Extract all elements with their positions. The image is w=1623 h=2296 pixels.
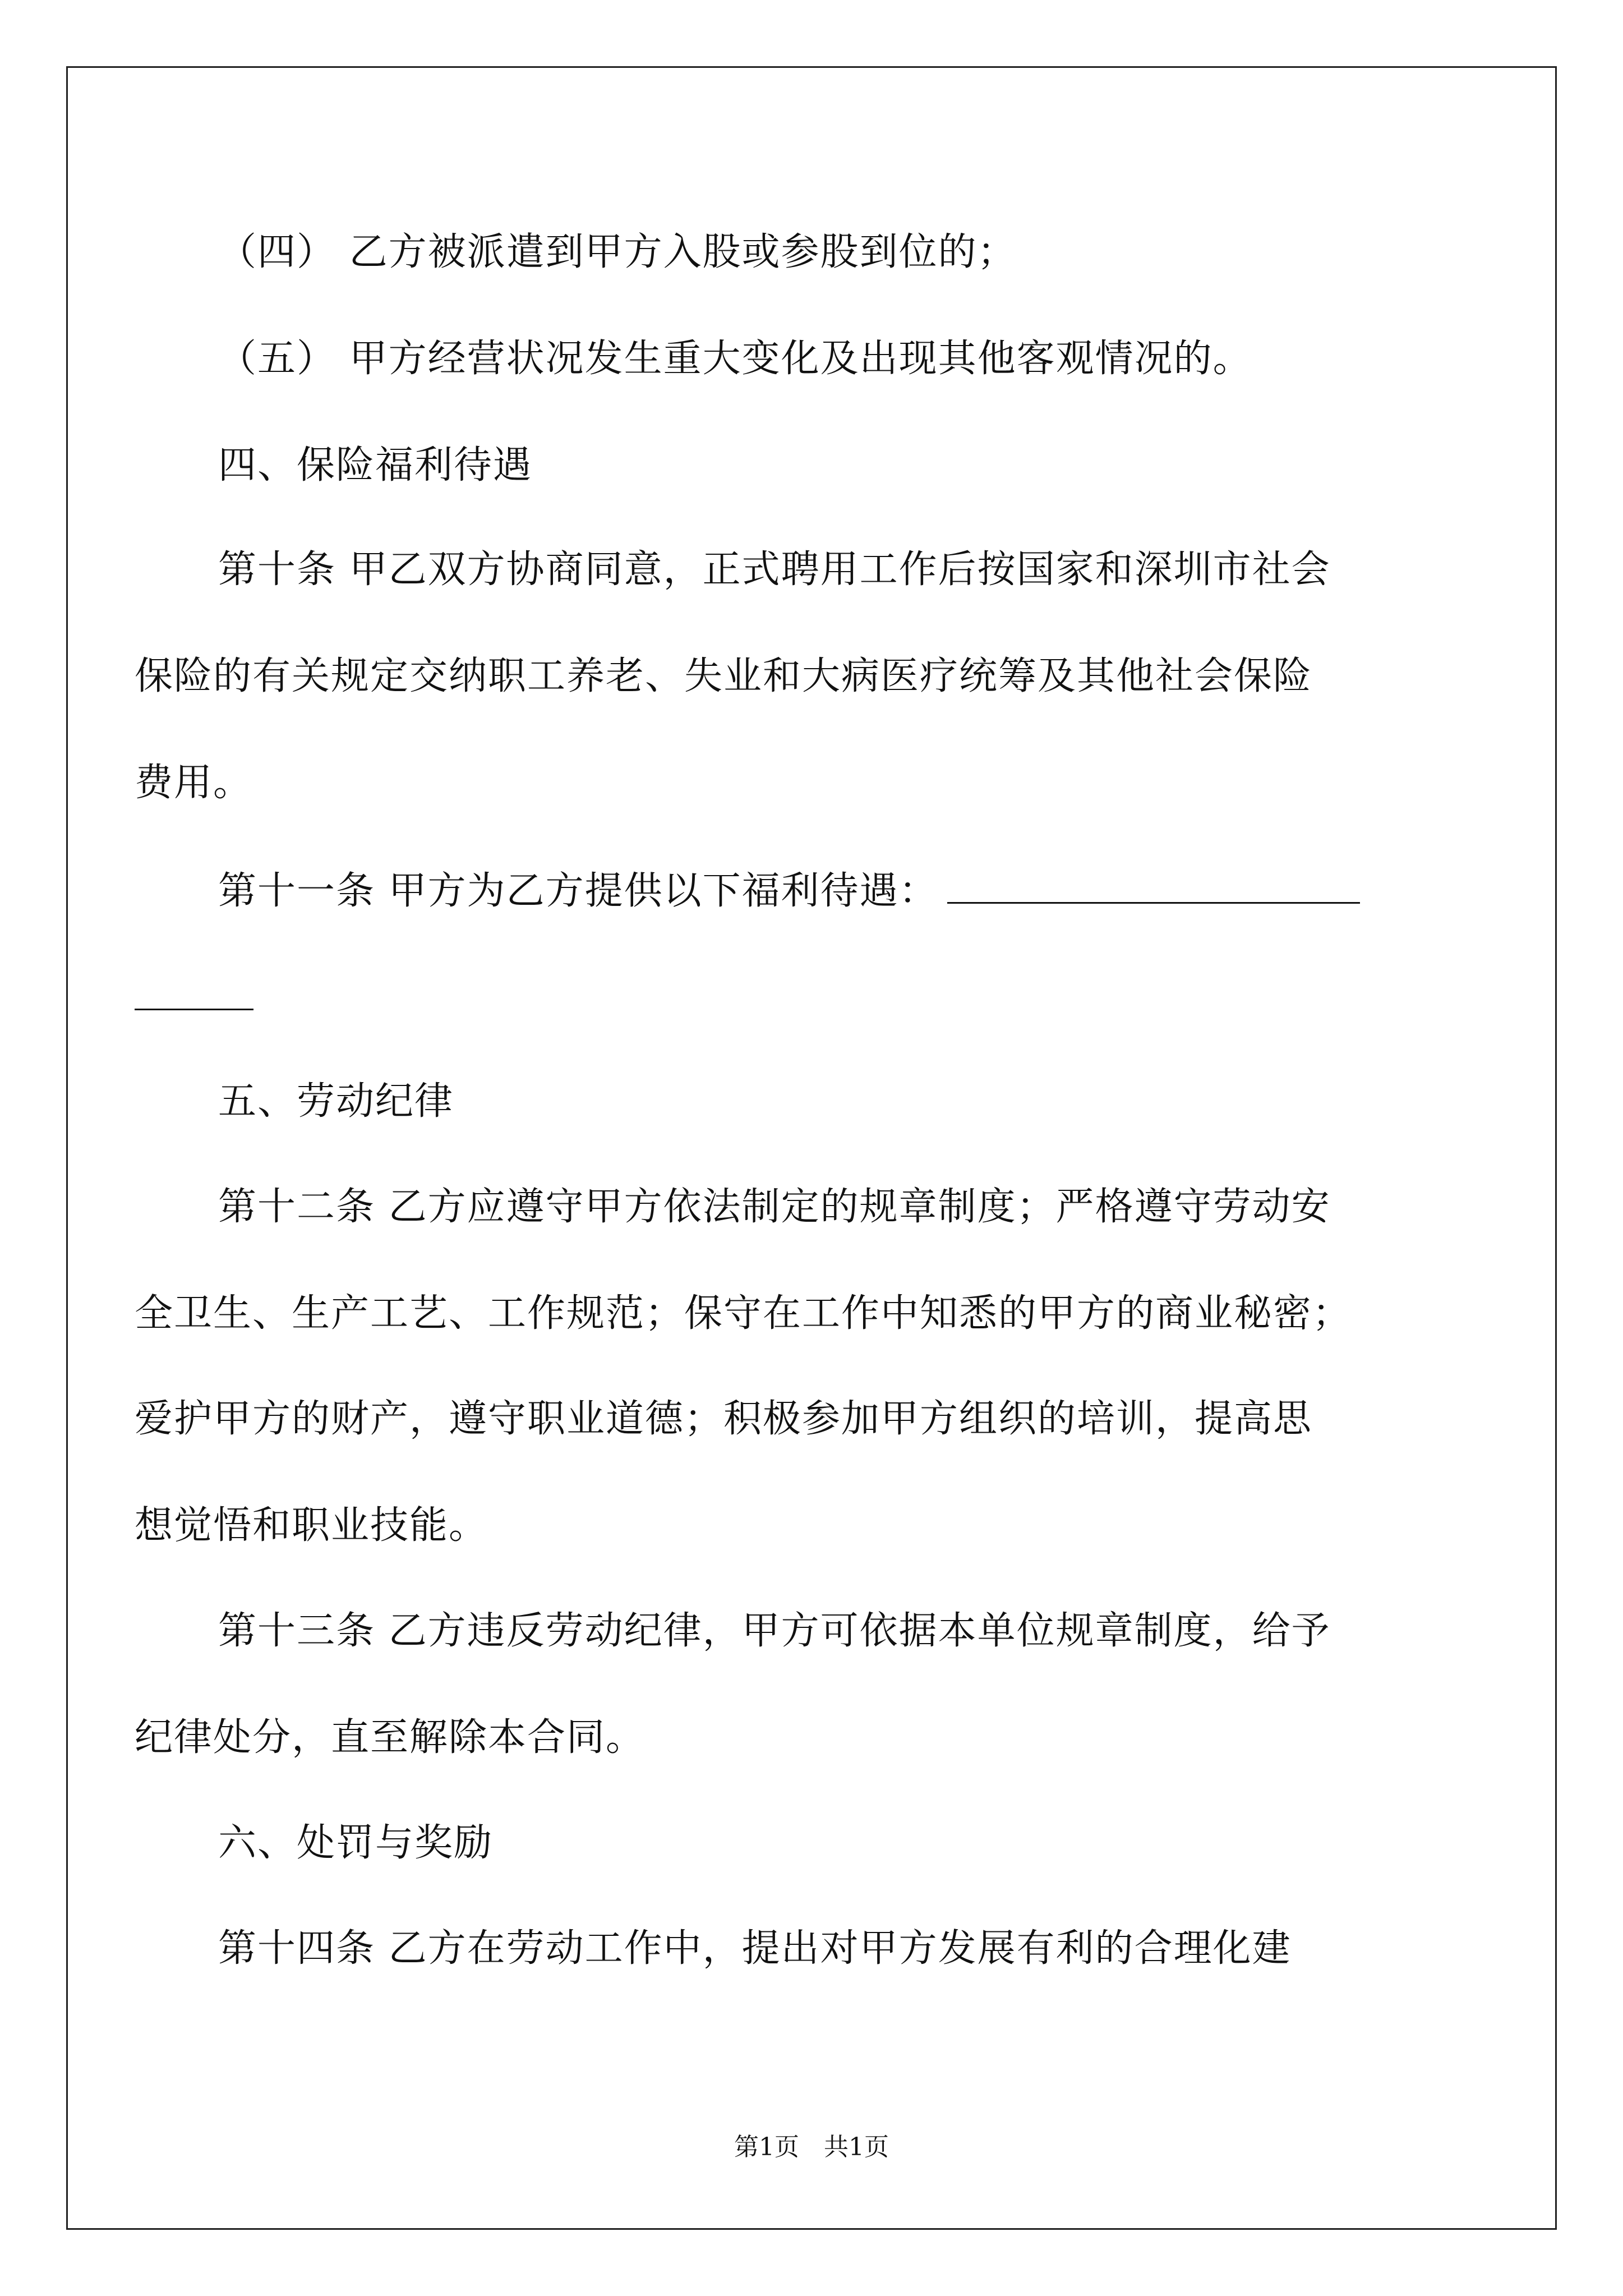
clause-five: （五） 甲方经营状况发生重大变化及出现其他客观情况的。 bbox=[218, 337, 1252, 381]
page-border bbox=[66, 66, 1557, 2230]
article-ten-line-2: 保险的有关规定交纳职工养老、失业和大病医疗统筹及其他社会保险 bbox=[135, 654, 1313, 698]
article-fourteen-line-1: 第十四条 乙方在劳动工作中，提出对甲方发展有利的合理化建 bbox=[218, 1926, 1292, 1971]
page-footer bbox=[0, 2132, 1623, 2163]
blank-fill-line[interactable] bbox=[947, 867, 1360, 904]
page-total: 共1页 bbox=[824, 2133, 889, 2161]
article-eleven-line-2 bbox=[135, 974, 253, 1020]
article-thirteen-line-1: 第十三条 乙方违反劳动纪律，甲方可依据本单位规章制度，给予 bbox=[218, 1609, 1331, 1653]
blank-fill-line-continued[interactable] bbox=[135, 974, 253, 1010]
article-ten-line-3: 费用。 bbox=[135, 761, 253, 805]
article-ten-line-1: 第十条 甲乙双方协商同意，正式聘用工作后按国家和深圳市社会 bbox=[218, 547, 1331, 592]
article-twelve-line-3: 爱护甲方的财产，遵守职业道德；积极参加甲方组织的培训，提高思 bbox=[135, 1397, 1313, 1441]
article-twelve-line-2: 全卫生、生产工艺、工作规范；保守在工作中知悉的甲方的商业秘密； bbox=[135, 1291, 1352, 1336]
article-twelve-line-4: 想觉悟和职业技能。 bbox=[135, 1503, 488, 1548]
article-twelve-line-1: 第十二条 乙方应遵守甲方依法制定的规章制度；严格遵守劳动安 bbox=[218, 1185, 1331, 1229]
article-eleven-text: 第十一条 甲方为乙方提供以下福利待遇： bbox=[218, 869, 938, 913]
section-heading-insurance: 四、保险福利待遇 bbox=[218, 443, 533, 487]
section-heading-penalty-reward: 六、处罚与奖励 bbox=[218, 1821, 494, 1865]
clause-four: （四） 乙方被派遣到甲方入股或参股到位的； bbox=[218, 230, 1017, 274]
article-eleven-line-1 bbox=[218, 867, 1360, 914]
article-thirteen-line-2: 纪律处分，直至解除本合同。 bbox=[135, 1715, 645, 1760]
page-number: 第1页 bbox=[734, 2133, 799, 2161]
section-heading-discipline: 五、劳动纪律 bbox=[218, 1079, 454, 1124]
